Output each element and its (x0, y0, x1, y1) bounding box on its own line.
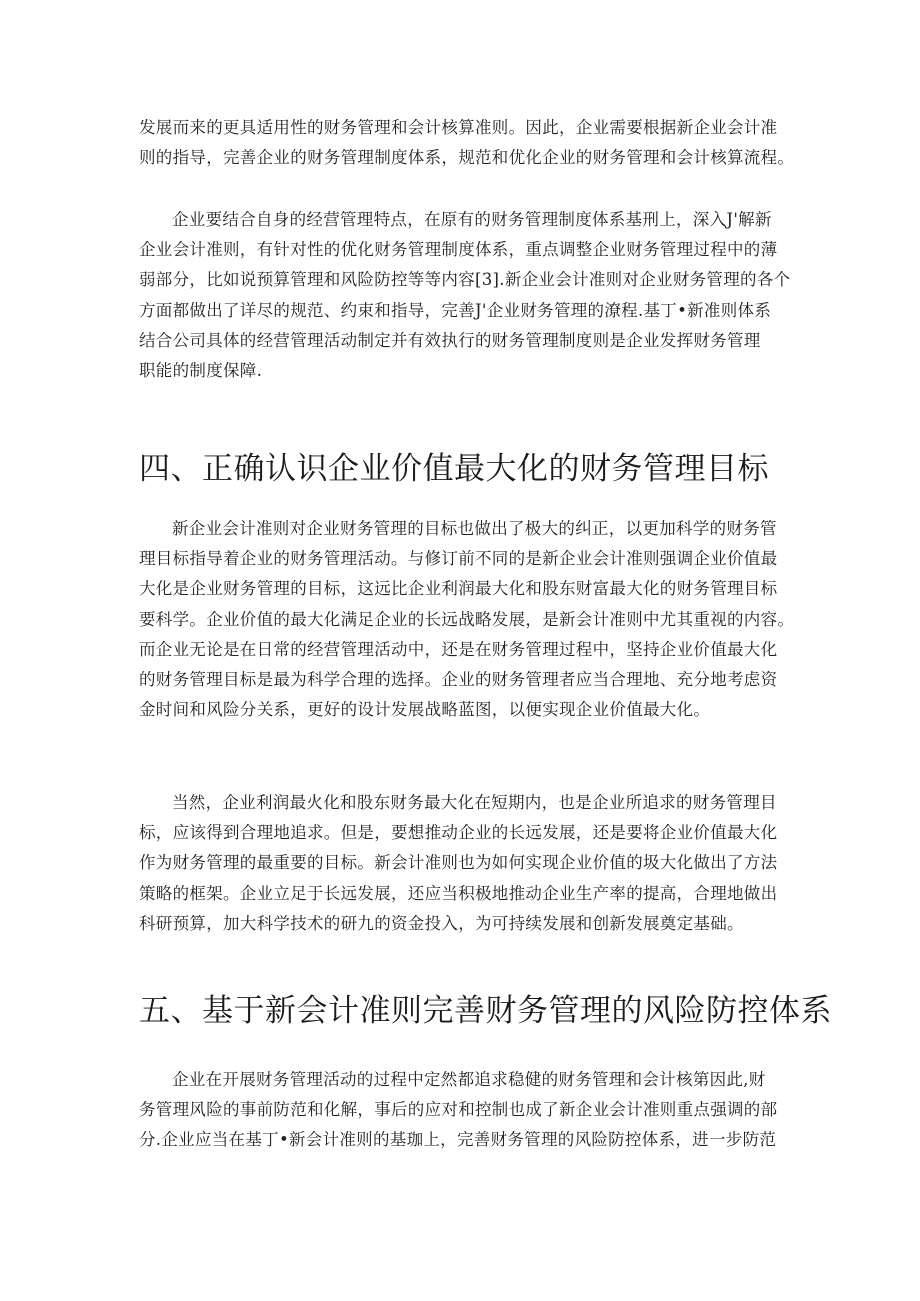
paragraph-line: 企业在开展财务管理活动的过程中定然都追求稳健的财务管理和会计核第因此,财 (172, 1070, 766, 1089)
paragraph-line: 发展而来的更具适用性的财务管理和会计核算准则。因此，企业需要根据新企业会计准 (139, 118, 778, 137)
paragraph-line: 务管理风险的事前防范和化解，事后的应对和控制也成了新企业会计准则重点强调的部 (139, 1100, 778, 1120)
paragraph-4 (139, 788, 799, 939)
paragraph-line: 科研预算，加大科学技术的研九的资金投入，为可持续发展和创新发展奠定基础。 (139, 913, 744, 933)
paragraph-line: 新企业会计准则对企业财务管理的目标也做出了极大的纠正，以更加科学的财务管 (172, 519, 777, 538)
paragraph-line: 弱部分，比如说预算管理和风险防控等等内容[3].新企业会计准则对企业财务管理的各个 (139, 270, 791, 290)
paragraph-line: 作为财务管理的最重要的目标。新会计准则也为如何实现企业价值的圾大化做出了方法 (139, 853, 778, 873)
paragraph-line: 企业要结合自身的经营管理特点，在原有的财务管理制度体系基刑上，深入J'解新 (172, 210, 772, 229)
section-heading-4: 四、正确认识企业价值最大化的财务管理目标 (139, 451, 769, 487)
paragraph-line: 的财务管理目标是最为科学合理的选择。企业的财务管理者应当合理地、充分地考虑资 (139, 669, 778, 689)
paragraph-line: 策略的框架。企业立足于长远发展，还应当积极地推动企业生产率的提高，合理地做出 (139, 883, 778, 903)
section-heading-5: 五、基于新会计准则完善财务管理的风险防控体系 (139, 993, 832, 1029)
paragraph-line: 要科学。企业价值的最大化满足企业的长远战略发展，是新会计准则中尤其重视的内容。 (139, 609, 795, 629)
paragraph-2 (139, 205, 799, 386)
paragraph-line: 职能的制度保障. (139, 360, 263, 380)
paragraph-line: 标，应该得到合理地追求。但是，要想推动企业的长远发展，还是要将企业价值最大化 (139, 823, 778, 843)
paragraph-line: 金时间和风险分关系，更好的设计发展战略蓝图，以便实现企业价值最大化。 (139, 700, 711, 720)
paragraph-line: 理目标指导着企业的财务管理活动。与修订前不同的是新企业会计准则强调企业价值最 (139, 549, 778, 569)
paragraph-5 (139, 1065, 799, 1156)
paragraph-line: 企业会计准则，有针对性的优化财务管理制度体系，重点调整企业财务管理过程中的薄 (139, 240, 778, 260)
paragraph-3 (139, 514, 799, 725)
paragraph-line: 当然，企业利润最火化和股东财务最大化在短期内，也是企业所追求的财务管理目 (172, 793, 777, 812)
paragraph-line: 结合公司具体的经营管理活动制定并有效执行的财务管理制度则是企业发挥财务管理 (139, 330, 761, 350)
paragraph-line: 方面都做出了详尽的规范、约束和指导，完善J'企业财务管理的潦程.基丁•新准则体系 (139, 300, 772, 320)
paragraph-1 (139, 113, 799, 173)
paragraph-line: 而企业无论是在日常的经营管理活动中，还是在财务管理过程中，坚持企业价值最大化 (139, 639, 778, 659)
paragraph-line: 分.企业应当在基丁•新会计准则的基珈上，完善财务管理的风险防控体系，进一步防范 (139, 1130, 777, 1150)
paragraph-line: 大化是企业财务管理的目标，这远比企业利润最大化和股东财富最大化的财务管理目标 (139, 579, 778, 599)
paragraph-line: 则的指导，完善企业的财务管理制度体系，规范和优化企业的财务管理和会计核算流程。 (139, 148, 795, 168)
